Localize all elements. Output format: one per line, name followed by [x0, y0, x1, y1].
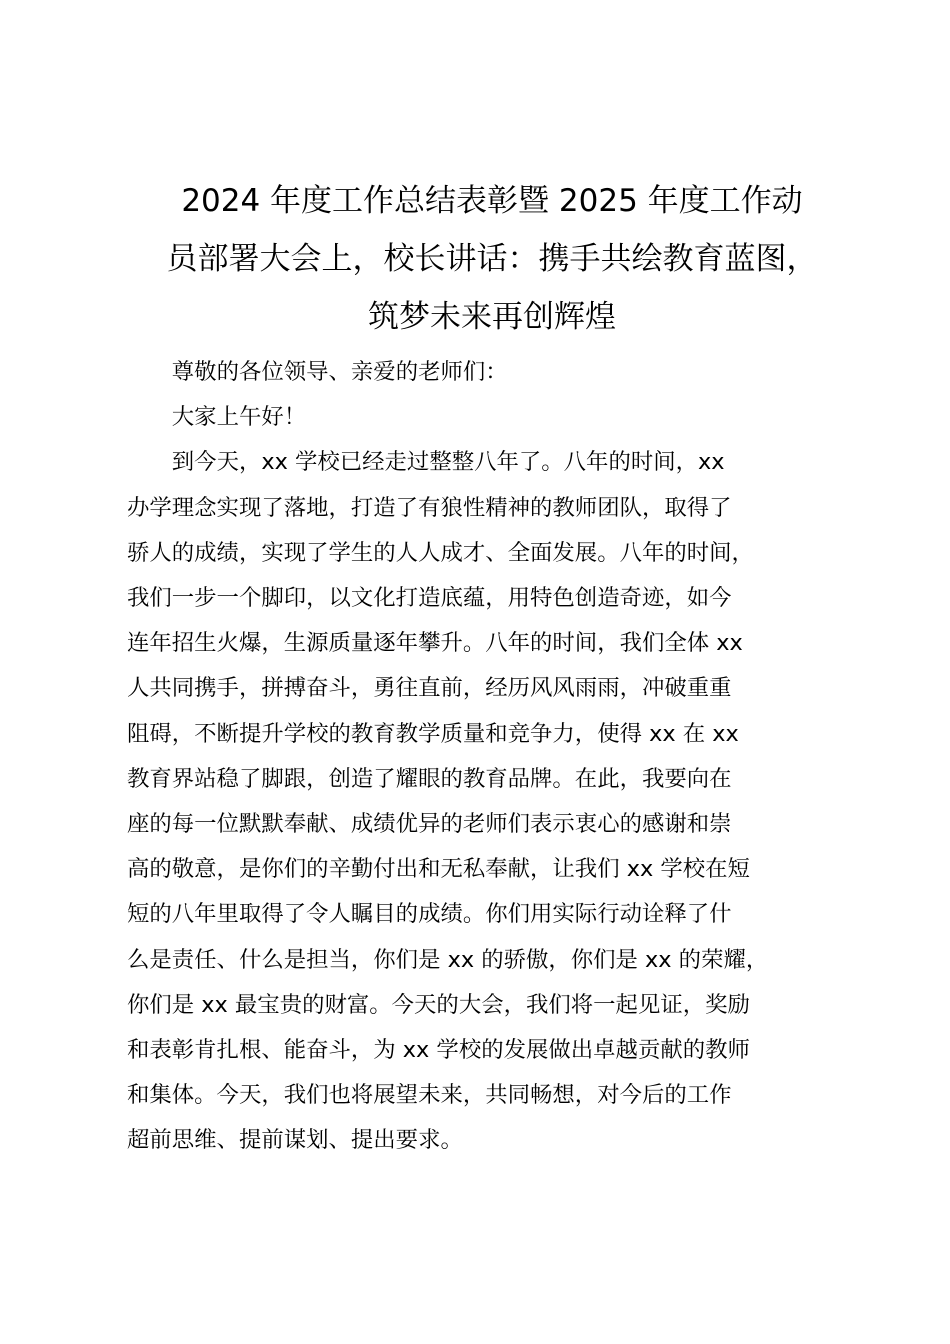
greeting: 大家上午好！: [171, 404, 307, 431]
document-page: [127, 172, 857, 1164]
title-line: 员部署大会上，校长讲话：携手共绘教育蓝图，: [166, 241, 818, 277]
paragraph-line: 教育界站稳了脚跟，创造了耀眼的教育品牌。在此，我要向在: [127, 765, 732, 792]
salutation: 尊敬的各位领导、亲爱的老师们：: [171, 359, 508, 385]
paragraph-line: 骄人的成绩，实现了学生的人人成才、全面发展。八年的时间，: [127, 539, 754, 566]
paragraph-line: 高的敬意，是你们的辛勤付出和无私奉献，让我们 xx 学校在短: [127, 856, 750, 883]
paragraph-line: 座的每一位默默奉献、成绩优异的老师们表示衷心的感谢和崇: [127, 811, 732, 838]
main-paragraph: [127, 440, 857, 1163]
paragraph-line: 阻碍，不断提升学校的教育教学质量和竞争力，使得 xx 在 xx: [127, 720, 739, 747]
paragraph-line: 和集体。今天，我们也将展望未来，共同畅想，对今后的工作: [127, 1082, 732, 1109]
paragraph-line: 和表彰肯扎根、能奋斗，为 xx 学校的发展做出卓越贡献的教师: [127, 1037, 750, 1064]
paragraph-line: 连年招生火爆，生源质量逐年攀升。八年的时间，我们全体 xx: [127, 630, 743, 657]
paragraph-line: 我们一步一个脚印，以文化打造底蕴，用特色创造奇迹，如今: [127, 585, 732, 612]
paragraph-line: 你们是 xx 最宝贵的财富。今天的大会，我们将一起见证，奖励: [127, 991, 750, 1018]
paragraph-line: 么是责任、什么是担当，你们是 xx 的骄傲，你们是 xx 的荣耀，: [127, 946, 769, 973]
paragraph-line: 到今天，xx 学校已经走过整整八年了。八年的时间，xx: [171, 449, 725, 476]
document-title: [127, 172, 857, 346]
paragraph-line: 超前思维、提前谋划、提出要求。: [127, 1127, 463, 1154]
paragraph-line: 人共同携手，拼搏奋斗，勇往直前，经历风风雨雨，冲破重重: [127, 675, 732, 702]
title-line: 2024 年度工作总结表彰暨 2025 年度工作动: [181, 183, 803, 219]
title-line: 筑梦未来再创辉煌: [368, 299, 616, 335]
document-body: [127, 350, 857, 1164]
paragraph-line: 办学理念实现了落地，打造了有狼性精神的教师团队，取得了: [127, 494, 732, 521]
paragraph-line: 短的八年里取得了令人瞩目的成绩。你们用实际行动诠释了什: [127, 901, 732, 928]
